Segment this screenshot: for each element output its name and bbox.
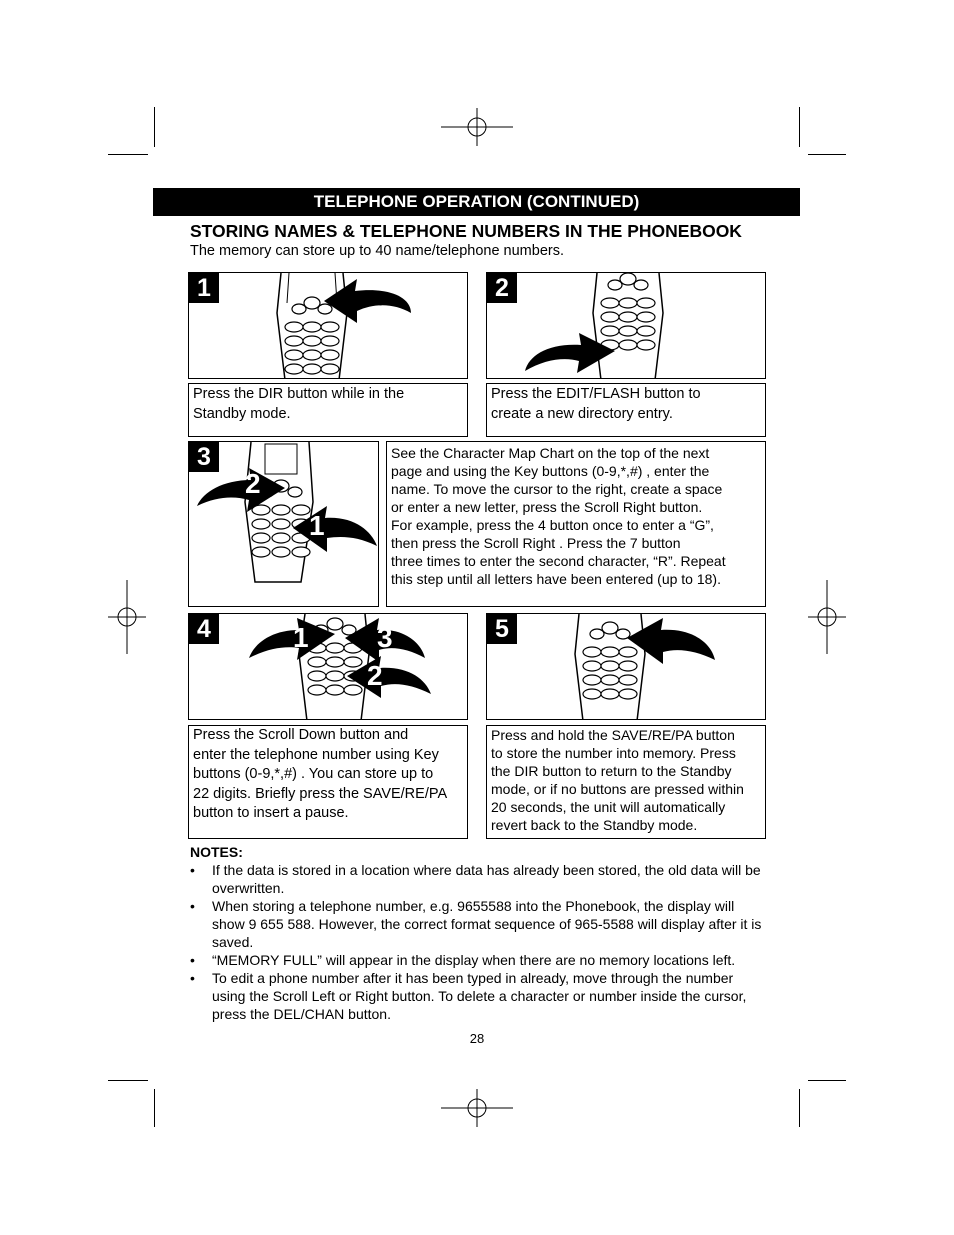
step-2-caption: Press the EDIT/FLASH button to create a new directory entry. — [486, 383, 766, 437]
list-item: • To edit a phone number after it has been typed in already, move through the number using the Scroll Left or Right button. To delete a character or number inside the cursor, press the DEL/CHAN button. — [190, 970, 747, 1022]
step-3-illustration — [188, 441, 379, 607]
step-number: 5 — [487, 614, 517, 644]
bullet: • — [190, 898, 195, 914]
phone-keypad-icon — [189, 273, 468, 379]
step-5-illustration — [486, 613, 766, 720]
step-number: 4 — [189, 614, 219, 644]
step-3-caption: See the Character Map Chart on the top of the next page and using the Key buttons (0-9,*,#) , enter the name. To move the cursor to the right, create a space or enter a new letter, press the Scroll Right button. For example, press the 4 button once to enter a “G”, then press the Scroll Right . Press the 7 button three times to enter the second character, “R”. Repeat this step until all letters have been entered (up to 18). — [386, 441, 766, 607]
step-1-caption: Press the DIR button while in the Standby mode. — [188, 383, 468, 437]
list-item: • When storing a telephone number, e.g. 9655588 into the Phonebook, the display will show 9 655 588. However, the correct format sequence of 965-5588 will display after it is saved. — [190, 898, 762, 950]
arrow-label: 2 — [367, 660, 383, 691]
bullet: • — [190, 862, 195, 878]
arrow-label: 1 — [309, 510, 325, 541]
phone-keypad-icon — [487, 273, 766, 379]
step-5-caption: Press and hold the SAVE/RE/PA button to store the number into memory. Press the DIR button to return to the Standby mode, or if no buttons are pressed within 20 seconds, the unit will automatically revert back to the Standby mode. — [486, 725, 766, 839]
notes-title: NOTES: — [190, 844, 243, 860]
bullet: • — [190, 952, 195, 968]
notes-list — [190, 861, 770, 1023]
intro-text: The memory can store up to 40 name/telephone numbers. — [190, 243, 564, 259]
step-2-illustration — [486, 272, 766, 379]
notes-section — [190, 843, 770, 1023]
phone-keypad-icon — [189, 442, 379, 607]
page-number: 28 — [469, 1031, 485, 1046]
phone-keypad-icon — [189, 614, 468, 720]
bullet: • — [190, 970, 195, 986]
list-item: • If the data is stored in a location where data has already been stored, the old data will be overwritten. — [190, 862, 761, 896]
step-number: 2 — [487, 273, 517, 303]
arrow-label: 1 — [293, 622, 309, 653]
arrow-label: 2 — [245, 468, 261, 499]
list-item: • “MEMORY FULL” will appear in the display when there are no memory locations left. — [190, 952, 736, 968]
step-4-caption: Press the Scroll Down button and enter the telephone number using Key buttons (0-9,*,#) . You can store up to 22 digits. Briefly press the SAVE/RE/PA button to insert a pause. — [188, 725, 468, 839]
section-banner: TELEPHONE OPERATION (CONTINUED) — [153, 188, 800, 216]
section-title: STORING NAMES & TELEPHONE NUMBERS IN THE PHONEBOOK — [190, 221, 742, 241]
step-number: 3 — [189, 442, 219, 472]
phone-keypad-icon — [487, 614, 766, 720]
step-number: 1 — [189, 273, 219, 303]
arrow-label: 3 — [377, 622, 393, 653]
step-1-illustration — [188, 272, 468, 379]
step-4-illustration — [188, 613, 468, 720]
